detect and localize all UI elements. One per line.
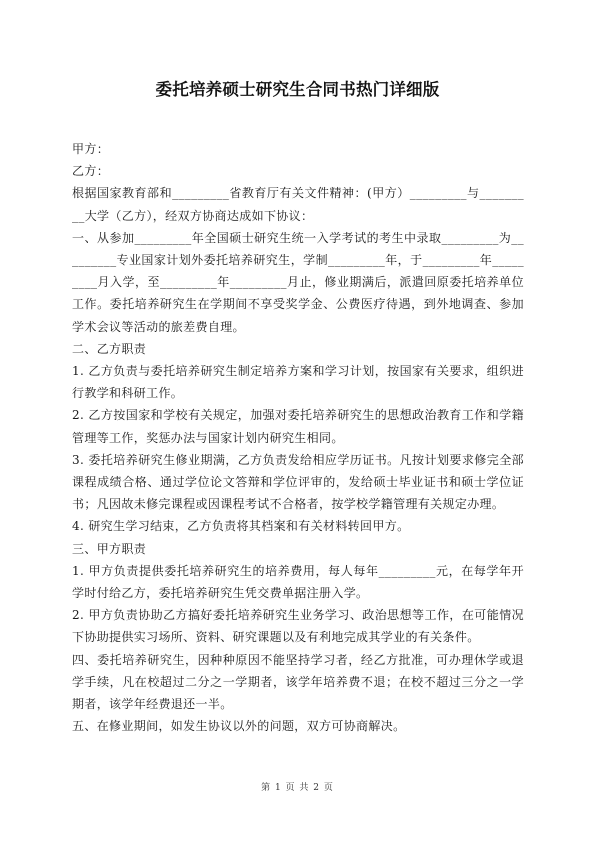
party-b-item-1: 1. 乙方负责与委托培养研究生制定培养方案和学习计划，按国家有关要求，组织进行教学和科研工作。 (72, 364, 524, 401)
party-a-item-2: 2. 甲方负责协助乙方搞好委托培养研究生业务学习、政治思想等工作，在可能情况下协助提供实习场所、资料、研究课题以及有利地完成其学业的有关条件。 (72, 608, 524, 645)
party-b-item-2: 2. 乙方按国家和学校有关规定，加强对委托培养研究生的思想政治教育工作和学籍管理等工作，奖惩办法与国家计划内研究生相同。 (72, 408, 524, 445)
clause-5-paragraph: 五、在修业期间，如发生协议以外的问题，双方可协商解决。 (72, 719, 406, 734)
party-a-item-1: 1. 甲方负责提供委托培养研究生的培养费用，每人每年_________元，在每学年开学时付给乙方，委托培养研究生凭交费单据注册入学。 (72, 563, 524, 601)
section-heading-party-b: 二、乙方职责 (72, 341, 147, 356)
party-b-line: 乙方： (72, 164, 110, 179)
page-number-footer: 第 1 页 共 2 页 (261, 783, 334, 793)
party-b-item-4: 4. 研究生学习结束，乙方负责将其档案和有关材料转回甲方。 (72, 519, 410, 534)
clause-4-paragraph: 四、委托培养研究生，因种种原因不能坚持学习者，经乙方批准，可办理休学或退学手续，凡在校超过二分之一学期者，该学年培养费不退；在校不超过三分之一学期者，该学年经费退还一半。 (72, 652, 524, 712)
document-title: 委托培养硕士研究生合同书热门详细版 (155, 80, 440, 99)
party-b-item-3: 3. 委托培养研究生修业期满，乙方负责发给相应学历证书。凡按计划要求修完全部课程成绩合格、通过学位论文答辩和学位评审的，发给硕士毕业证书和硕士学位证书；凡因故未修完课程或因课程考试不合格者，按学校学籍管理有关规定办理。 (72, 452, 524, 512)
clause-1-paragraph: 一、从参加_________年全国硕士研究生统一入学考试的考生中录取_________为_________专业国家计划外委托培养研究生，学制_________年，于_________年_________月入学，至_________年_________月止，修业期满后，派遣回原委托培养单位工作。委托培养研究生在学期间不享受奖学金、公费医疗待遇，到外地调查、参加学术会议等活动的旅差费自理。 (72, 230, 524, 334)
section-heading-party-a: 三、甲方职责 (72, 541, 147, 556)
preamble-paragraph: 根据国家教育部和_________省教育厅有关文件精神：(甲方）_________与_________大学（乙方），经双方协商达成如下协议： (72, 186, 524, 223)
party-a-line: 甲方： (72, 142, 110, 156)
document-body (72, 138, 524, 737)
